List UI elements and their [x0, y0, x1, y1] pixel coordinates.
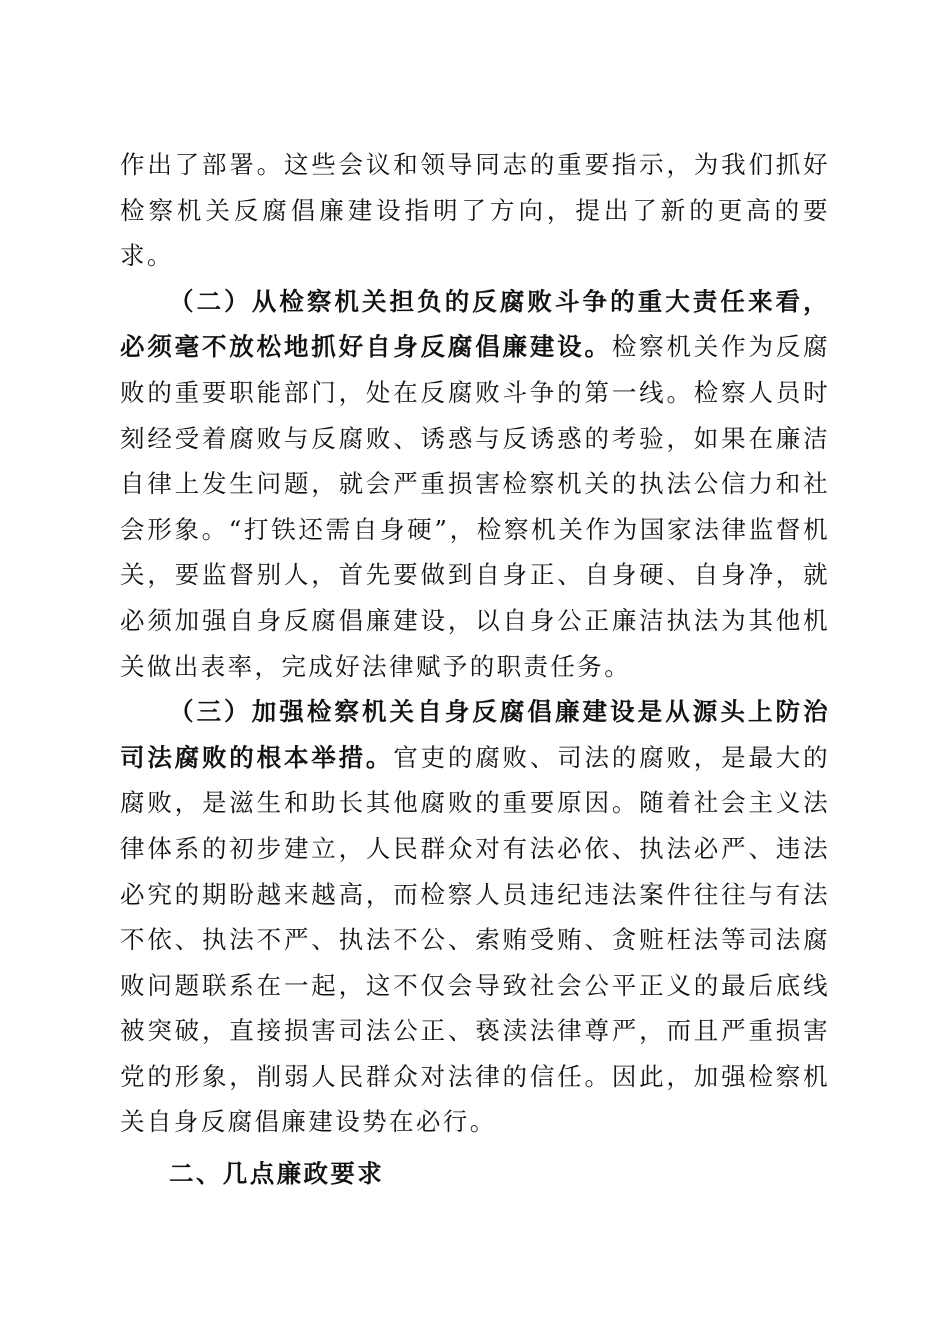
paragraph-body: 作出了部署。这些会议和领导同志的重要指示，为我们抓好检察机关反腐倡廉建设指明了方向，提出了新的更高的要求。 — [120, 150, 830, 271]
document-page — [120, 142, 830, 1197]
section-heading: 二、几点廉政要求 — [169, 1159, 385, 1189]
paragraph-section-three — [120, 689, 830, 1145]
paragraph-lead: （二）从检察机关担负的反腐败斗争的重大责任来看，必须毫不放松地抓好自身反腐倡廉建设。 — [120, 286, 830, 362]
paragraph-section-two — [120, 279, 830, 689]
paragraph-body: 检察机关作为反腐败的重要职能部门，处在反腐败斗争的第一线。检察人员时刻经受着腐败与反腐败、诱惑与反诱惑的考验，如果在廉洁自律上发生问题，就会严重损害检察机关的执法公信力和社会形象。“打铁还需自身硬”，检察机关作为国家法律监督机关，要监督别人，首先要做到自身正、自身硬、自身净，就必须加强自身反腐倡廉建设，以自身公正廉洁执法为其他机关做出表率，完成好法律赋予的职责任务。 — [120, 332, 830, 681]
paragraph-lead: （三）加强检察机关自身反腐倡廉建设是从源头上防治司法腐败的根本举措。 — [120, 697, 830, 772]
paragraph-body: 官吏的腐败、司法的腐败，是最大的腐败，是滋生和助长其他腐败的重要原因。随着社会主义法律体系的初步建立，人民群众对有法必依、执法必严、违法必究的期盼越来越高，而检察人员违纪违法案件往往与有法不依、执法不严、执法不公、索贿受贿、贪赃枉法等司法腐败问题联系在一起，这不仅会导致社会公平正义的最后底线被突破，直接损害司法公正、亵渎法律尊严，而且严重损害党的形象，削弱人民群众对法律的信任。因此，加强检察机关自身反腐倡廉建设势在必行。 — [120, 742, 831, 1137]
paragraph-continuation — [120, 142, 830, 279]
